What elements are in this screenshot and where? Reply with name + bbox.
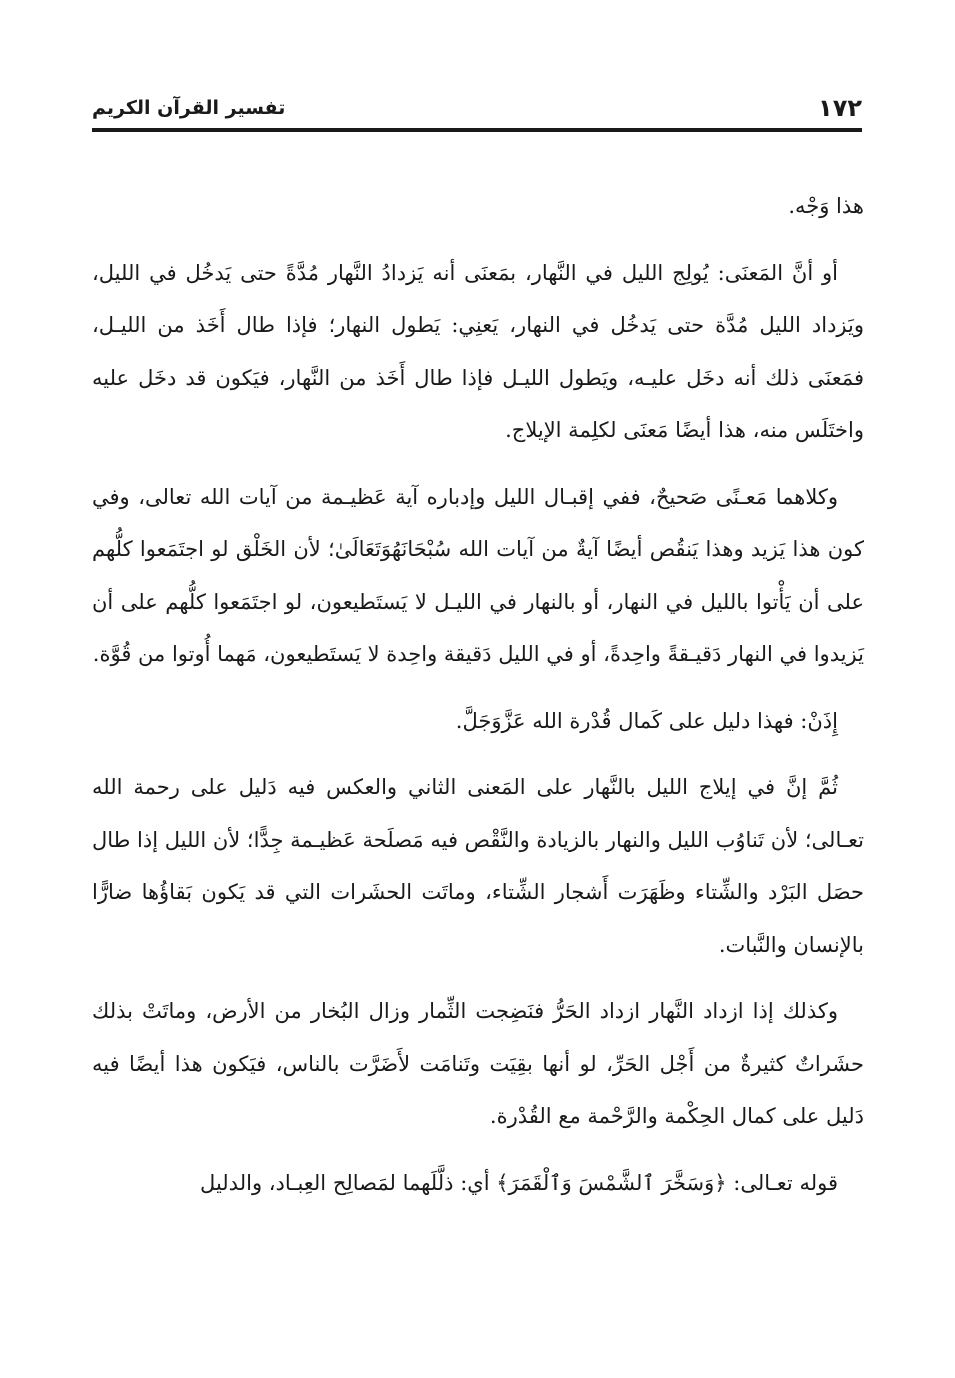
page-number: ١٧٢ (818, 94, 862, 122)
running-header (92, 92, 862, 132)
header-rule (92, 128, 862, 132)
paragraph: هذا وَجْه. (788, 194, 864, 218)
paragraph: وكلاهما مَعـنًى صَحيحٌ، ففي إقبـال الليل وإدباره آية عَظيـمة من آيات الله تعالى، وفي كون هذا يَزيد وهذا يَنقُص أيضًا آيةٌ من آيات الله سُبْحَانَهُوَتَعَالَىٰ؛ لأن الخَلْق لو اجتَمَعوا كلُّهم على أن يَأْتوا بالليل في النهار، أو بالنهار في الليـل لا يَستَطيعون، لو اجتَمَعوا كلُّهم على أن يَزيدوا في النهار دَقيـقةً واحِدةً، أو في الليل دَقيقة واحِدة لا يَستَطيعون، مَهما أُوتوا من قُوَّة. (92, 484, 864, 666)
paragraph: قوله تعـالى: ﴿وَسَخَّرَ ٱلشَّمْسَ وَٱلْقَمَرَ﴾ أي: ذلَّلَهما لمَصالِح العِبـاد، والدليل (200, 1170, 838, 1195)
paragraph: وكذلك إذا ازداد النَّهار ازداد الحَرُّ فنَضِجت الثِّمار وزال البُخار من الأرض، وماتَتْ بذلك حشَراتٌ كثيرةٌ من أَجْل الحَرِّ، لو أنها بقِيَت وتَنامَت لأَضَرَّت بالناس، فيَكون هذا أيضًا فيه دَليل على كمال الحِكْمة والرَّحْمة مع القُدْرة. (92, 999, 864, 1128)
body-text (92, 180, 864, 1223)
paragraph: ثُمَّ إنَّ في إيلاج الليل بالنَّهار على المَعنى الثاني والعكس فيه دَليل على رحمة الله تعـالى؛ لأن تَناوُب الليل والنهار بالزيادة والنَّقْص فيه مَصلَحة عَظيـمة جِدًّا؛ لأن الليل إذا طال حصَل البَرْد والشِّتاء وظَهَرَت أَشجار الشِّتاء، وماتَت الحشَرات التي قد يَكون بَقاؤُها ضارًّا بالإنسان والنَّبات. (92, 775, 864, 957)
book-title: تفسير القرآن الكريم (92, 97, 286, 119)
paragraph: أو أنَّ المَعنَى: يُولِج الليل في النَّهار، بمَعنَى أنه يَزدادُ النَّهار مُدَّةً حتى يَدخُل في الليل، ويَزداد الليل مُدَّة حتى يَدخُل في النهار، يَعنِي: يَطول النهار؛ فإذا طال أَخَذ من الليـل، فمَعنَى ذلك أنه دخَل عليـه، ويَطول الليـل فإذا طال أَخَذ من النَّهار، فيَكون قد دخَل عليه واختَلَس منه، هذا أيضًا مَعنَى لكلِمة الإيلاج. (92, 260, 864, 442)
paragraph: إِذَنْ: فهذا دليل على كَمال قُدْرة الله عَزَّوَجَلَّ. (455, 708, 838, 733)
